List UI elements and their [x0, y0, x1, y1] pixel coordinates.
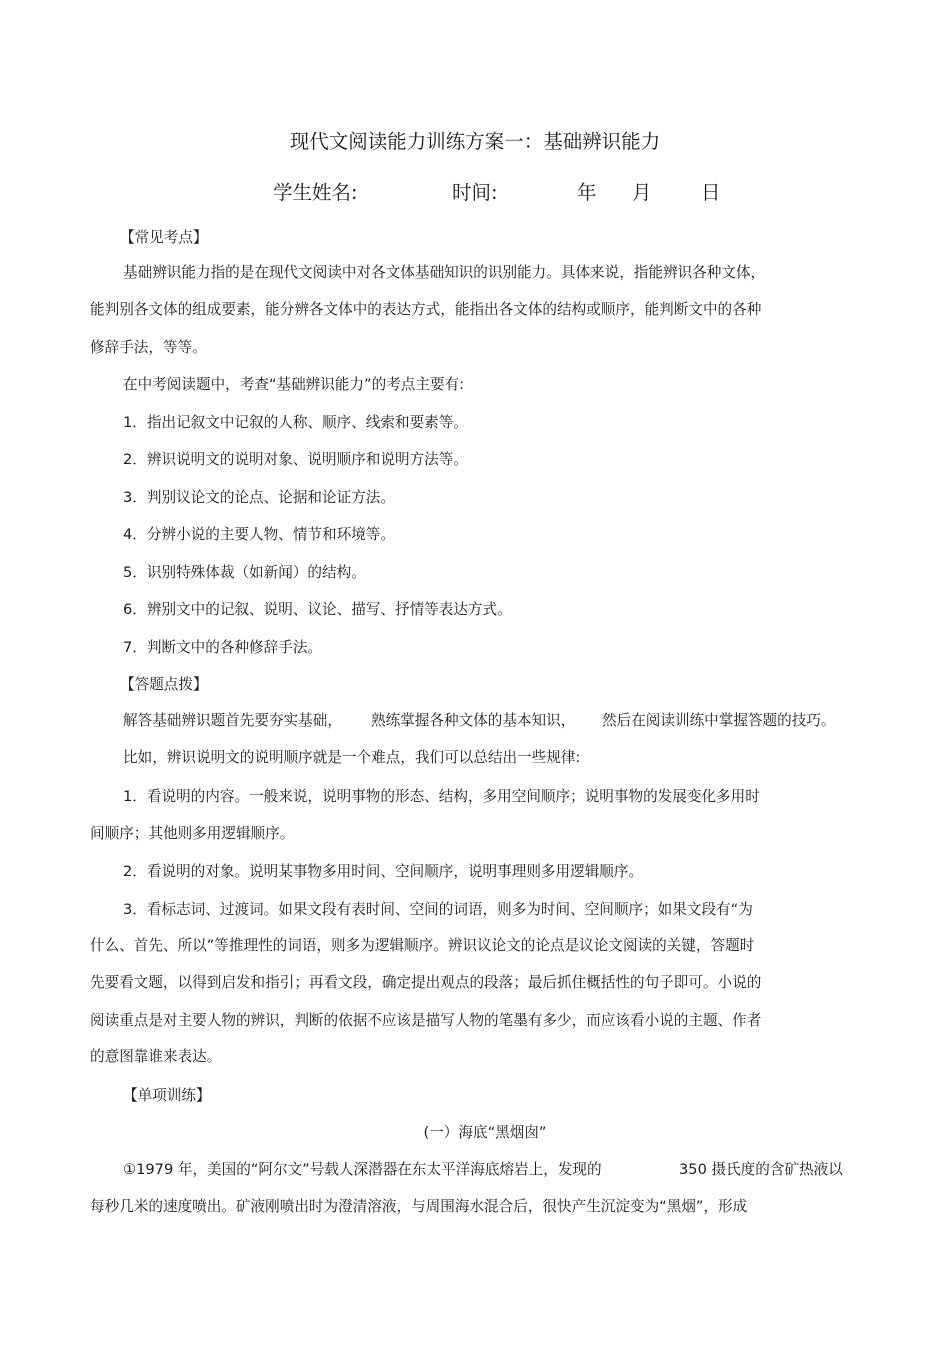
paragraph-line: 每秒几米的速度喷出。矿液刚喷出时为澄清溶液，与周围海水混合后，很快产生沉淀变为“黑烟”，形成 — [90, 1198, 748, 1215]
list-item: 2．辨识说明文的说明对象、说明顺序和说明方法等。 — [123, 451, 468, 468]
paragraph-line: 的意图靠谁来表达。 — [90, 1048, 222, 1065]
paragraph-line: 基础辨识能力指的是在现代文阅读中对各文体基础知识的识别能力。具体来说，指能辨识各种文体， — [123, 264, 766, 281]
page-title: 现代文阅读能力训练方案一：基础辨识能力 — [289, 130, 661, 153]
paragraph-line: 然后在阅读训练中掌握答题的技巧。 — [602, 712, 836, 729]
list-item: 5．识别特殊体裁（如新闻）的结构。 — [123, 564, 366, 581]
paragraph-line: 解答基础辨识题首先要夯实基础， — [123, 712, 342, 729]
paragraph-line: 2．看说明的对象。说明某事物多用时间、空间顺序，说明事理则多用逻辑顺序。 — [123, 863, 644, 880]
student-name-label: 学生姓名: — [273, 181, 358, 204]
paragraph-line: ①1979 年，美国的“阿尔文”号载人深潜器在东太平洋海底熔岩上，发现的 — [123, 1161, 602, 1178]
paragraph-line: 比如，辨识说明文的说明顺序就是一个难点，我们可以总结出一些规律: — [123, 749, 581, 766]
month-label: 月 — [632, 181, 652, 204]
paragraph-line: 能判别各文体的组成要素，能分辨各文体中的表达方式，能指出各文体的结构或顺序，能判断文中的各种 — [90, 301, 762, 318]
time-label: 时间: — [452, 181, 498, 204]
passage-title: (一）海底“黑烟囱” — [423, 1124, 547, 1141]
paragraph-line: 先要看文题，以得到启发和指引；再看文段，确定提出观点的段落；最后抓住概括性的句子即可。小说的 — [90, 974, 762, 991]
section-heading-key-points: 【常见考点】 — [120, 229, 208, 246]
list-item: 7．判断文中的各种修辞手法。 — [123, 639, 323, 656]
section-heading-tips: 【答题点拨】 — [120, 676, 208, 693]
paragraph-line: 在中考阅读题中，考查“基础辨识能力”的考点主要有: — [123, 376, 465, 393]
paragraph-line: 1．看说明的内容。一般来说，说明事物的形态、结构，多用空间顺序；说明事物的发展变化多用时 — [123, 788, 760, 805]
paragraph-line: 间顺序；其他则多用逻辑顺序。 — [90, 825, 295, 842]
day-label: 日 — [701, 181, 721, 204]
paragraph-line: 350 摄氏度的含矿热液以 — [679, 1161, 843, 1178]
section-heading-training: 【单项训练】 — [123, 1087, 211, 1104]
list-item: 4．分辨小说的主要人物、情节和环境等。 — [123, 526, 395, 543]
paragraph-line: 修辞手法，等等。 — [90, 339, 207, 356]
list-item: 6．辨别文中的记叙、说明、议论、描写、抒情等表达方式。 — [123, 601, 512, 618]
list-item: 3．判别议论文的论点、论据和论证方法。 — [123, 489, 395, 506]
paragraph-line: 阅读重点是对主要人物的辨识，判断的依据不应该是描写人物的笔墨有多少，而应该看小说的主题、作者 — [90, 1012, 762, 1029]
paragraph-line: 什么、首先、所以”等推理性的词语，则多为逻辑顺序。辨识议论文的论点是议论文阅读的关键，答题时 — [90, 937, 755, 954]
year-label: 年 — [577, 181, 597, 204]
paragraph-line: 3．看标志词、过渡词。如果文段有表时间、空间的词语，则多为时间、空间顺序；如果文段有“为 — [123, 901, 753, 918]
list-item: 1．指出记叙文中记叙的人称、顺序、线索和要素等。 — [123, 414, 468, 431]
paragraph-line: 熟练掌握各种文体的基本知识， — [371, 712, 576, 729]
